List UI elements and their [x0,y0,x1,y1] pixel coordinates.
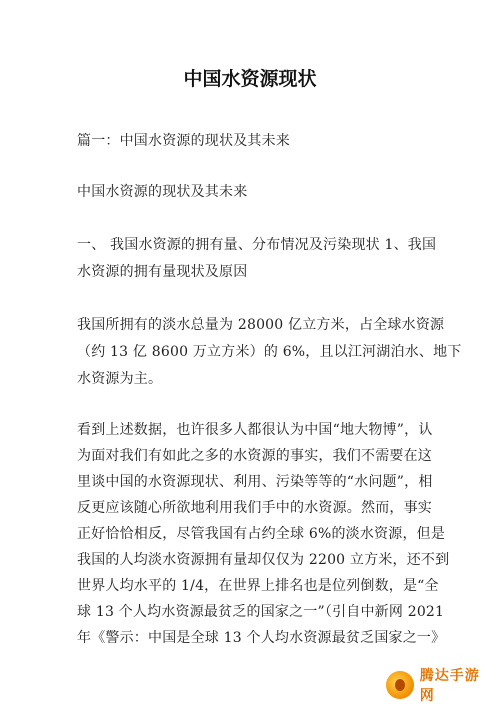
paragraph-line: 正好恰恰相反，尽管我国有占约全球 6%的淡水资源，但是 [77,526,446,542]
paragraph-line: 我国的人均淡水资源拥有量却仅仅为 2200 立方米，还不到 [77,552,450,568]
paragraph-line: 看到上述数据，也许很多人都很认为中国“地大物博”，认 [77,422,433,438]
paragraph-line: 反更应该随心所欲地利用我们手中的水资源。然而，事实 [77,500,432,516]
paragraph-line: 年《警示：中国是全球 13 个人均水资源最贫乏国家之一》 [77,630,446,646]
heading-line: 篇一：中国水资源的现状及其未来 [77,133,290,149]
paragraph-line: 为面对我们有如此之多的水资源的事实，我们不需要在这 [77,448,432,464]
paragraph-line: 球 13 个人均水资源最贫乏的国家之一”（引自中新网 2021 [77,604,445,620]
paragraph-line: 水资源为主。 [77,371,163,387]
subheading-line: 中国水资源的现状及其未来 [77,184,248,200]
watermark-text: 腾达手游网 [419,668,480,704]
paragraph-line: 里谈中国的水资源现状、利用、污染等等的“水问题”，相 [77,474,433,490]
page-title: 中国水资源现状 [183,68,317,90]
mascot-logo-icon [386,671,414,699]
paragraph-line: （约 13 亿 8600 万立方米）的 6%，且以江河湖泊水、地下 [77,344,462,360]
paragraph-line: 我国所拥有的淡水总量为 28000 亿立方米，占全球水资源 [77,317,445,333]
paragraph-line: 一、 我国水资源的拥有量、分布情况及污染现状 1、我国 [77,237,437,253]
paragraph-line: 水资源的拥有量现状及原因 [77,264,248,280]
paragraph-line: 世界人均水平的 1/4，在世界上排名也是位列倒数，是“全 [77,578,439,594]
site-watermark [382,668,494,702]
